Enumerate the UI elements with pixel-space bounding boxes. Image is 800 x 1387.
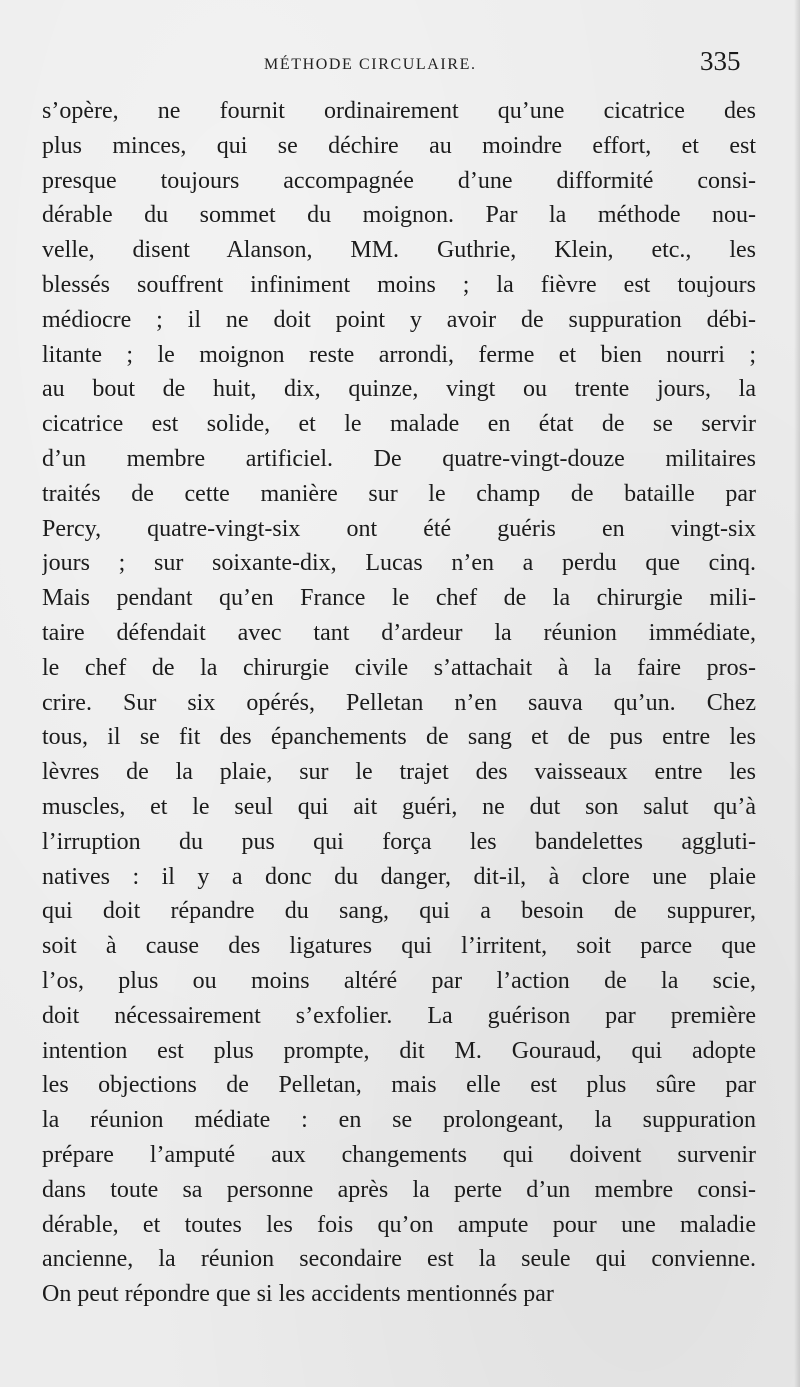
text-line: l’irruption du pus qui força les bandelettes aggluti- — [42, 828, 756, 855]
text-line: crire. Sur six opérés, Pelletan n’en sauva qu’un. Chez — [42, 689, 756, 716]
text-line: s’opère, ne fournit ordinairement qu’une cicatrice des — [42, 98, 756, 124]
text-line: d’un membre artificiel. De quatre-vingt-douze militaires — [42, 445, 756, 472]
text-line: muscles, et le seul qui ait guéri, ne dut son salut qu’à — [42, 793, 756, 820]
text-line: velle, disent Alanson, MM. Guthrie, Klein, etc., les — [42, 237, 756, 264]
text-line: On peut répondre que si les accidents mentionnés par — [42, 1281, 554, 1308]
text-line: l’os, plus ou moins altéré par l’action de la scie, — [42, 967, 756, 994]
text-line: ancienne, la réunion secondaire est la seule qui convienne. — [42, 1246, 756, 1273]
text-line: traités de cette manière sur le champ de bataille par — [42, 480, 756, 507]
text-line: soit à cause des ligatures qui l’irritent, soit parce que — [42, 933, 756, 960]
text-line: prépare l’amputé aux changements qui doivent survenir — [42, 1141, 756, 1168]
text-line: blessés souffrent infiniment moins ; la fièvre est toujours — [42, 271, 756, 298]
text-line: lèvres de la plaie, sur le trajet des vaisseaux entre les — [42, 759, 756, 786]
running-head — [0, 46, 800, 84]
text-line: dérable du sommet du moignon. Par la méthode nou- — [42, 202, 756, 229]
text-line: les objections de Pelletan, mais elle est plus sûre par — [42, 1072, 756, 1099]
text-line: taire défendait avec tant d’ardeur la réunion immédiate, — [42, 619, 756, 646]
running-title: MÉTHODE CIRCULAIRE. — [264, 56, 477, 73]
text-line: jours ; sur soixante-dix, Lucas n’en a perdu que cinq. — [42, 550, 756, 577]
text-line: litante ; le moignon reste arrondi, ferme et bien nourri ; — [42, 341, 756, 368]
text-line: doit nécessairement s’exfolier. La guérison par première — [42, 1002, 756, 1029]
text-line: médiocre ; il ne doit point y avoir de suppuration débi- — [42, 306, 756, 333]
text-line: Percy, quatre-vingt-six ont été guéris en vingt-six — [42, 515, 756, 542]
text-line: plus minces, qui se déchire au moindre effort, et est — [42, 132, 756, 159]
text-line: presque toujours accompagnée d’une difformité consi- — [42, 167, 756, 194]
text-line: dans toute sa personne après la perte d’un membre consi- — [42, 1176, 756, 1203]
text-line: natives : il y a donc du danger, dit-il, à clore une plaie — [42, 863, 756, 890]
text-line: tous, il se fit des épanchements de sang et de pus entre les — [42, 724, 756, 751]
text-line: qui doit répandre du sang, qui a besoin de suppurer, — [42, 898, 756, 925]
text-line: la réunion médiate : en se prolongeant, la suppuration — [42, 1107, 756, 1134]
text-line: dérable, et toutes les fois qu’on ampute pour une maladie — [42, 1211, 756, 1238]
text-line: le chef de la chirurgie civile s’attachait à la faire pros- — [42, 654, 756, 681]
text-line: intention est plus prompte, dit M. Gouraud, qui adopte — [42, 1037, 756, 1064]
text-line: au bout de huit, dix, quinze, vingt ou trente jours, la — [42, 376, 756, 403]
page-number: 335 — [700, 46, 741, 76]
text-line: Mais pendant qu’en France le chef de la chirurgie mili- — [42, 585, 756, 612]
text-line: cicatrice est solide, et le malade en état de se servir — [42, 411, 756, 438]
body-text — [42, 94, 756, 1312]
